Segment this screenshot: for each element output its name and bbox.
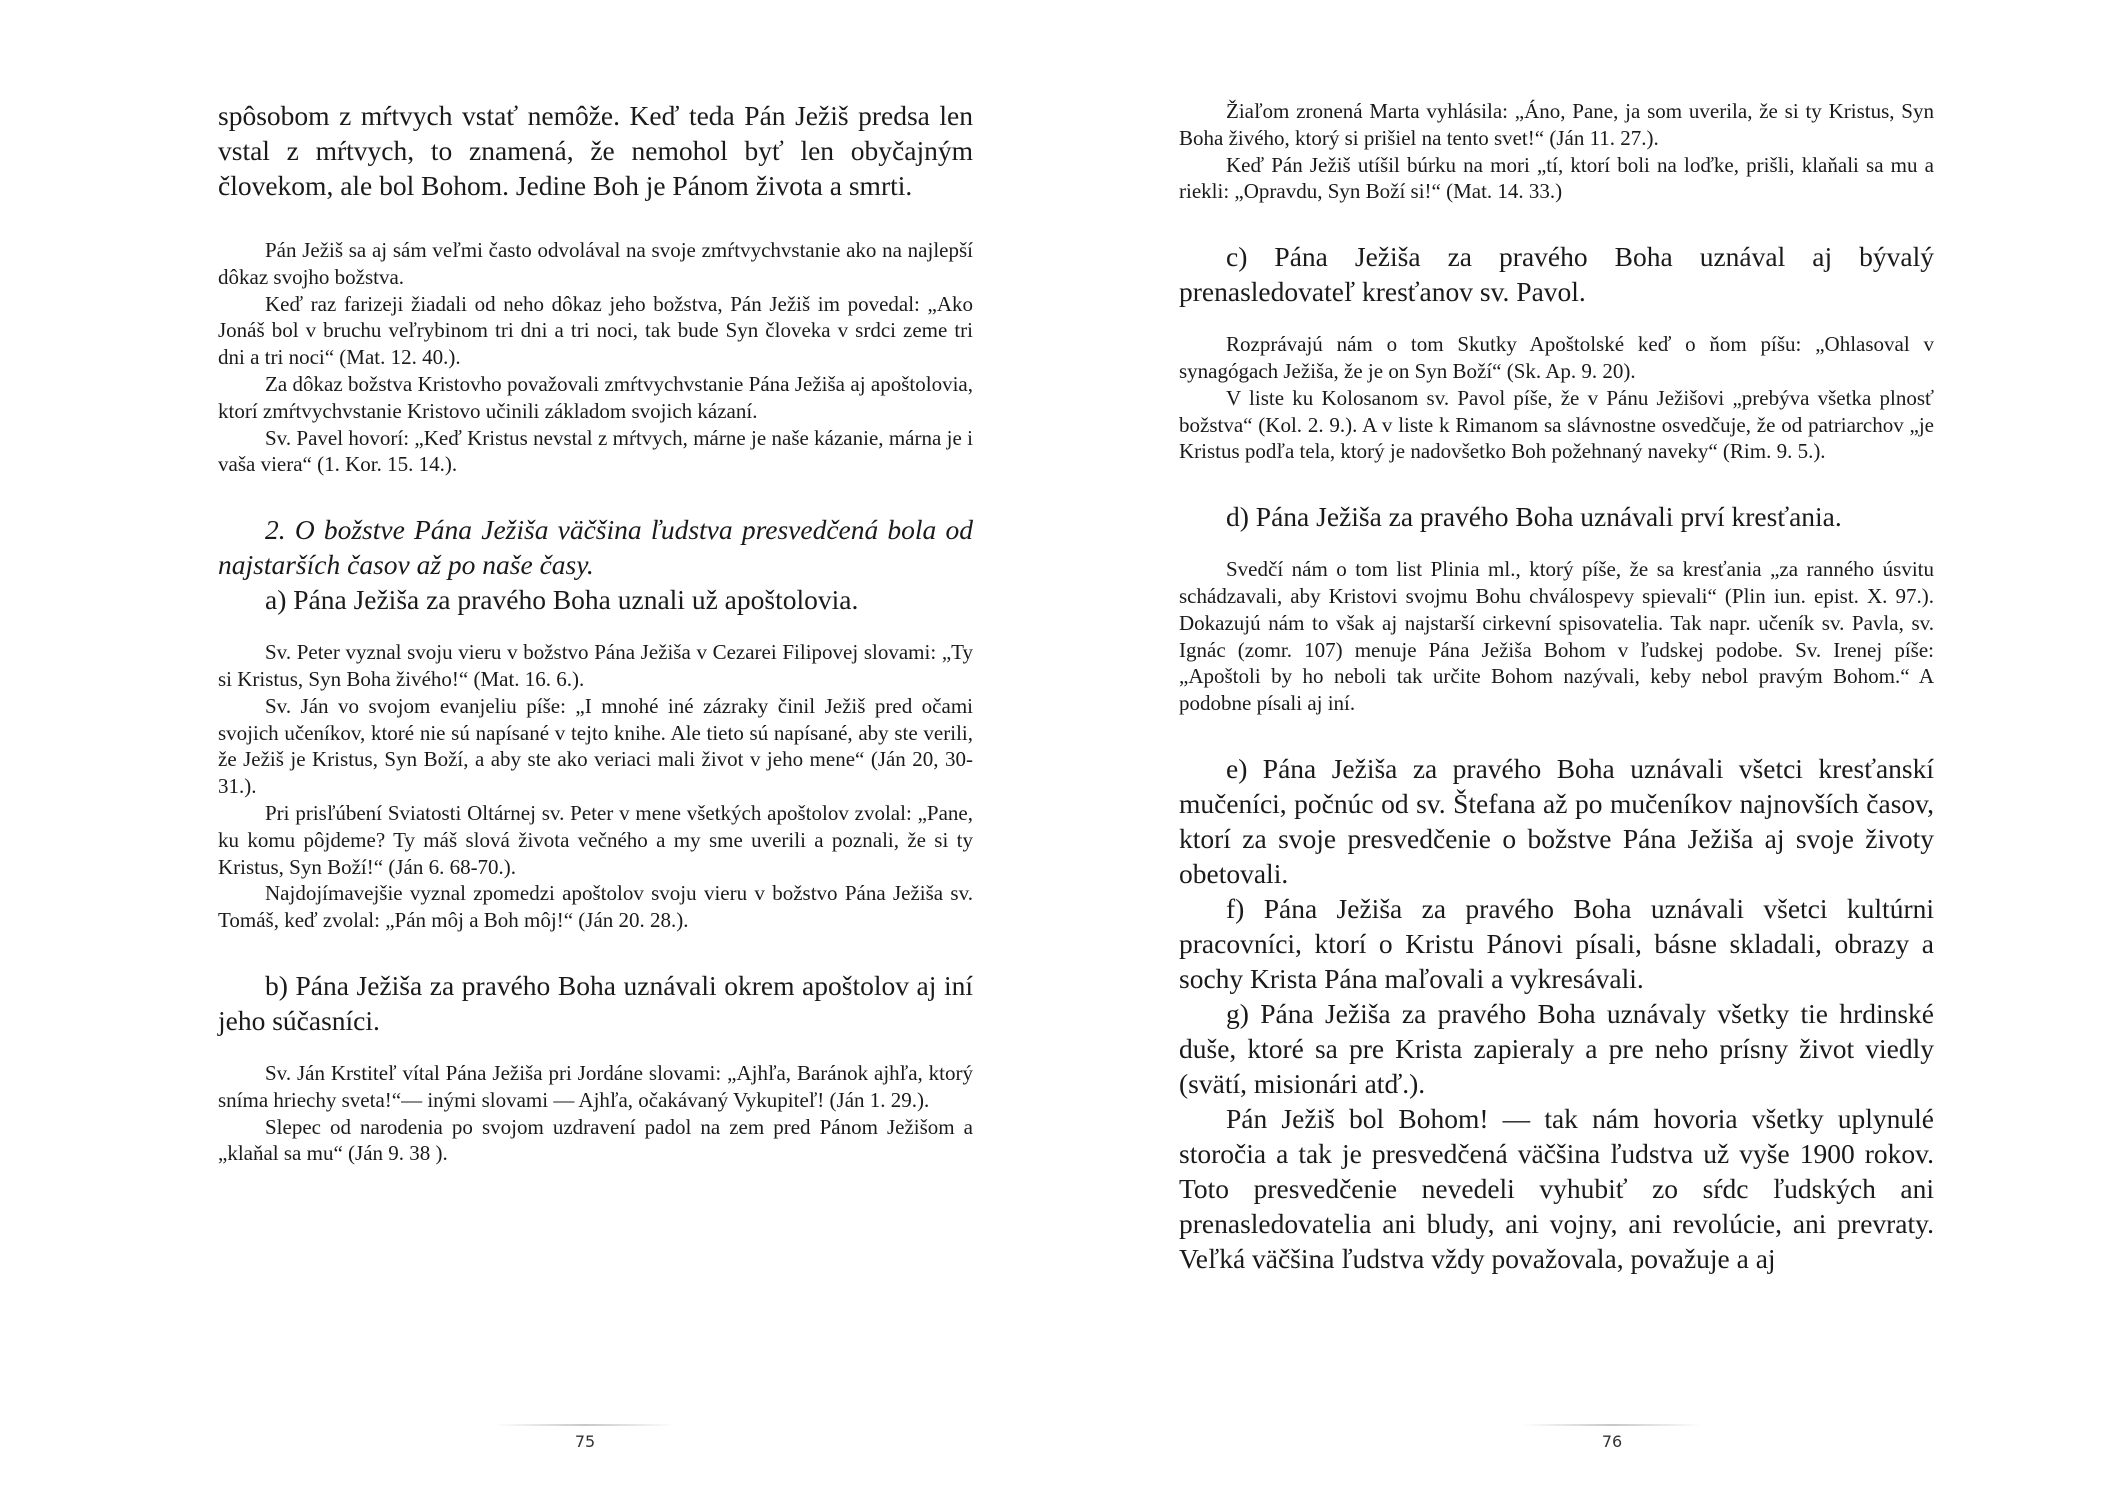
page-number: 75 (574, 1432, 596, 1451)
paragraph: Sv. Pavel hovorí: „Keď Kristus nevstal z mŕtvych, márne je naše kázanie, márna je i vaša viera“ (1. Kor. 15. 14.). (218, 425, 973, 477)
paragraph: Svedčí nám o tom list Plinia ml., ktorý píše, že sa kresťania „za ranného úsvitu schádzavali, aby Kristovi svojmu Bohu chválospevy spievali“ (Plin iun. epist. X. 97.). Dokazujú nám to však aj najstarší cirkevní spisovatelia. Tak napr. učeník sv. Pavla, sv. Ignác (zomr. 107) menuje Pána Ježiša Bohom v ľudskej podobe. Sv. Irenej píše: „Apoštoli by ho neboli tak určite Bohom nazývali, keby nebol pravým Bohom.“ A podobne písali aj iní. (1179, 557, 1934, 716)
paragraph: Pán Ježiš sa aj sám veľmi často odvolával na svoje zmŕtvychvstanie ako na najlepší dôkaz svojho božstva. (218, 238, 973, 289)
paragraph: g) Pána Ježiša za pravého Boha uznávaly všetky tie hrdinské duše, ktoré sa pre Krista zapieraly a pre neho prísny život viedly (svätí, misionári atď.). (1179, 997, 1934, 1099)
subsection-heading: c) Pána Ježiša za pravého Boha uznával aj bývalý prenasledovateľ kresťanov sv. Pavol. (1179, 241, 1934, 308)
paragraph: V liste ku Kolosanom sv. Pavol píše, že v Pánu Ježišovi „prebýva všetka plnosť božstva“ (Kol. 2. 9.). A v liste k Rimanom sa slávnostne osvedčuje, že od patriarchov „je Kristus podľa tela, ktorý je nadovšetko Boh požehnaný naveky“ (Rim. 9. 5.). (1179, 385, 1934, 464)
paragraph: Slepec od narodenia po svojom uzdravení padol na zem pred Pánom Ježišom a „klaňal sa mu“ (Ján 9. 38 ). (218, 1114, 973, 1166)
paragraph: Pán Ježiš bol Bohom! — tak nám hovoria všetky uplynulé storočia a tak je presvedčená väčšina ľudstva už vyše 1900 rokov. Toto presvedčenie nevedeli vyhubiť zo sŕdc ľudských ani prenasledovatelia ani bludy, ani vojny, ani revolúcie, ani prevraty. Veľká väčšina ľudstva vždy považovala, považuje a aj (1179, 1102, 1934, 1274)
paragraph: Pri prisľúbení Sviatosti Oltárnej sv. Peter v mene všetkých apoštolov zvolal: „Pane, ku komu pôjdeme? Ty máš slová života večného a my sme uverili a poznali, že si ty Kristus, Syn Boží!“ (Ján 6. 68-70.). (218, 800, 973, 879)
paragraph: Najdojímavejšie vyznal zpomedzi apoštolov svoju vieru v božstvo Pána Ježiša sv. Tomáš, keď zvolal: „Pán môj a Boh môj!“ (Ján 20. 28.). (218, 881, 973, 933)
left-page-footer (485, 1424, 685, 1451)
paragraph: Za dôkaz božstva Kristovho považovali zmŕtvychvstanie Pána Ježiša aj apoštolovia, ktorí zmŕtvychvstanie Kristovo učinili základom svojich kázaní. (218, 371, 973, 423)
subsection-heading: b) Pána Ježiša za pravého Boha uznávali okrem apoštolov aj iní jeho súčasníci. (218, 969, 973, 1036)
paragraph: Sv. Ján Krstiteľ vítal Pána Ježiša pri Jordáne slovami: „Ajhľa, Baránok ajhľa, ktorý sníma hriechy sveta!“— inými slovami — Ajhľa, očakávaný Vykupiteľ! (Ján 1. 29.). (218, 1060, 973, 1112)
section-heading: 2. O božstve Pána Ježiša väčšina ľudstva presvedčená bola od najstarších časov až po naše časy. (218, 514, 973, 581)
paragraph: Rozprávajú nám o tom Skutky Apoštolské keď o ňom píšu: „Ohlasoval v synagógach Ježiša, že je on Syn Boží“ (Sk. Ap. 9. 20). (1179, 332, 1934, 383)
left-text-column (218, 98, 973, 1167)
subsection-heading: a) Pána Ježiša za pravého Boha uznali už apoštolovia. (265, 584, 859, 616)
paragraph: Sv. Peter vyznal svoju vieru v božstvo Pána Ježiša v Cezarei Filipovej slovami: „Ty si Kristus, Syn Boha živého!“ (Mat. 16. 6.). (218, 640, 973, 691)
paragraph: f) Pána Ježiša za pravého Boha uznávali všetci kultúrni pracovníci, ktorí o Kristu Pánovi písali, básne skladali, obrazy a sochy Krista Pána maľovali a vykresávali. (1179, 892, 1934, 994)
right-text-column (1179, 98, 1934, 1276)
right-page-footer (1512, 1424, 1712, 1451)
paragraph: Sv. Ján vo svojom evanjeliu píše: „I mnohé iné zázraky činil Ježiš pred očami svojich učeníkov, ktoré nie sú napísané v tejto knihe. Ale tieto sú napísané, aby ste verili, že Ježiš je Kristus, Syn Boží, a aby ste ako veriaci mali život v jeho mene“ (Ján 20, 30-31.). (218, 693, 973, 799)
paragraph: Žiaľom zronená Marta vyhlásila: „Áno, Pane, ja som uverila, že si ty Kristus, Syn Boha živého, ktorý si prišiel na tento svet!“ (Ján 11. 27.). (1179, 99, 1934, 150)
right-page (1061, 0, 2122, 1500)
footer-divider (495, 1424, 675, 1426)
page-number: 76 (1601, 1432, 1623, 1451)
paragraph: Keď Pán Ježiš utíšil búrku na mori „tí, ktorí boli na loďke, prišli, klaňali sa mu a riekli: „Opravdu, Syn Boží si!“ (Mat. 14. 33.) (1179, 152, 1934, 204)
paragraph: spôsobom z mŕtvych vstať nemôže. Keď teda Pán Ježiš predsa len vstal z mŕtvych, to znamená, že nemohol byť len obyčajným človekom, ale bol Bohom. Jedine Boh je Pánom života a smrti. (218, 100, 973, 201)
paragraph: e) Pána Ježiša za pravého Boha uznávali všetci kresťanskí mučeníci, počnúc od sv. Štefana až po mučeníkov najnovších časov, ktorí za svoje presvedčenie o božstve Pána Ježiša aj svoje životy obetovali. (1179, 752, 1934, 889)
footer-divider (1522, 1424, 1702, 1426)
paragraph: Keď raz farizeji žiadali od neho dôkaz jeho božstva, Pán Ježiš im povedal: „Ako Jonáš bol v bruchu veľrybinom tri dni a tri noci, tak bude Syn človeka v srdci zeme tri dni a tri noci“ (Mat. 12. 40.). (218, 291, 973, 370)
subsection-heading: d) Pána Ježiša za pravého Boha uznávali prví kresťania. (1226, 501, 1842, 533)
